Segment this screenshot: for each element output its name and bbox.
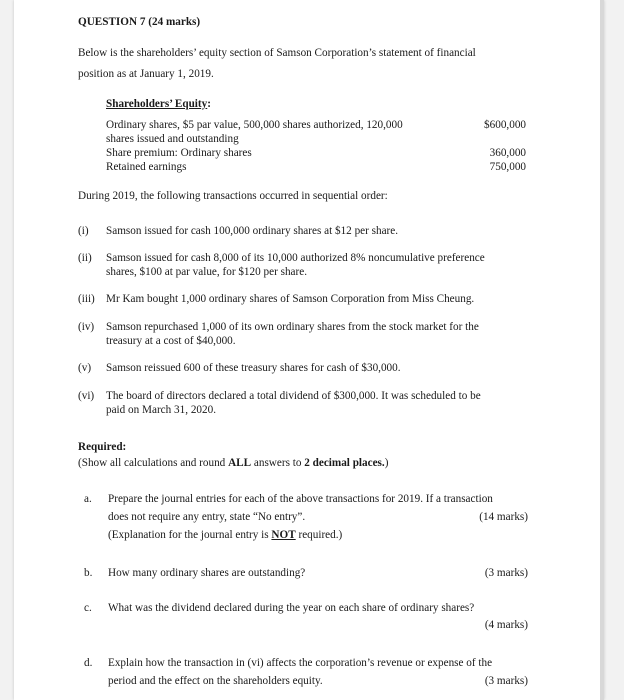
transaction-text: The board of directors declared a total dividend of $300,000. It was scheduled to be bbox=[106, 390, 481, 402]
equity-row-ordinary-label-2: shares issued and outstanding bbox=[106, 133, 239, 145]
part-marks: (3 marks) bbox=[484, 675, 528, 687]
intro-line-1: Below is the shareholders’ equity section of Samson Corporation’s statement of financial bbox=[78, 47, 476, 59]
part-text: Explain how the transaction in (vi) affects the corporation’s revenue or expense of the bbox=[108, 657, 493, 669]
transaction-text: shares, $100 at par value, for $120 per share. bbox=[106, 266, 307, 278]
equity-row-retained-amount: 750,000 bbox=[489, 161, 526, 173]
part-text: How many ordinary shares are outstanding? bbox=[108, 567, 306, 579]
transactions-intro: During 2019, the following transactions occurred in sequential order: bbox=[78, 190, 388, 202]
equity-row-ordinary-amount: $600,000 bbox=[484, 119, 526, 131]
transaction-text: treasury at a cost of $40,000. bbox=[106, 335, 236, 347]
equity-row-ordinary-label-1: Ordinary shares, $5 par value, 500,000 shares authorized, 120,000 bbox=[106, 119, 403, 131]
transaction-number: (vi) bbox=[78, 390, 95, 402]
part-marks: (14 marks) bbox=[479, 511, 528, 523]
transaction-number: (v) bbox=[78, 362, 92, 374]
required-heading: Required: bbox=[78, 441, 127, 453]
part-marks: (3 marks) bbox=[484, 567, 528, 579]
required-note: (Show all calculations and round ALL answers to 2 decimal places.) bbox=[78, 457, 389, 469]
equity-row-retained-label: Retained earnings bbox=[106, 161, 187, 173]
part-note: (Explanation for the journal entry is NOT required.) bbox=[108, 529, 343, 541]
transaction-number: (iii) bbox=[78, 293, 95, 305]
transaction-text: Samson issued for cash 8,000 of its 10,000 authorized 8% noncumulative preference bbox=[106, 252, 485, 264]
transaction-text: Mr Kam bought 1,000 ordinary shares of Samson Corporation from Miss Cheung. bbox=[106, 293, 475, 305]
transaction-number: (i) bbox=[78, 225, 89, 237]
part-marks: (4 marks) bbox=[484, 619, 528, 631]
transaction-text: Samson repurchased 1,000 of its own ordinary shares from the stock market for the bbox=[106, 321, 479, 333]
part-letter: b. bbox=[84, 567, 93, 579]
page-edge-shadow bbox=[600, 0, 604, 700]
transaction-number: (iv) bbox=[78, 321, 95, 333]
transaction-text: paid on March 31, 2020. bbox=[106, 404, 216, 416]
part-text: Prepare the journal entries for each of the above transactions for 2019. If a transaction bbox=[108, 493, 493, 505]
equity-heading: Shareholders’ Equity: bbox=[106, 98, 211, 110]
intro-line-2: position as at January 1, 2019. bbox=[78, 68, 214, 80]
transaction-text: Samson reissued 600 of these treasury shares for cash of $30,000. bbox=[106, 362, 401, 374]
question-title: QUESTION 7 (24 marks) bbox=[78, 16, 201, 28]
part-text: What was the dividend declared during the year on each share of ordinary shares? bbox=[108, 602, 475, 614]
transaction-number: (ii) bbox=[78, 252, 92, 264]
transaction-text: Samson issued for cash 100,000 ordinary shares at $12 per share. bbox=[106, 225, 399, 237]
part-letter: d. bbox=[84, 657, 93, 669]
part-letter: a. bbox=[84, 493, 92, 505]
equity-row-premium-label: Share premium: Ordinary shares bbox=[106, 147, 252, 159]
part-text: period and the effect on the shareholders equity. bbox=[108, 675, 323, 687]
part-text: does not require any entry, state “No entry”. bbox=[108, 511, 306, 523]
part-letter: c. bbox=[84, 602, 92, 614]
equity-row-premium-amount: 360,000 bbox=[489, 147, 526, 159]
document-page bbox=[14, 0, 604, 700]
